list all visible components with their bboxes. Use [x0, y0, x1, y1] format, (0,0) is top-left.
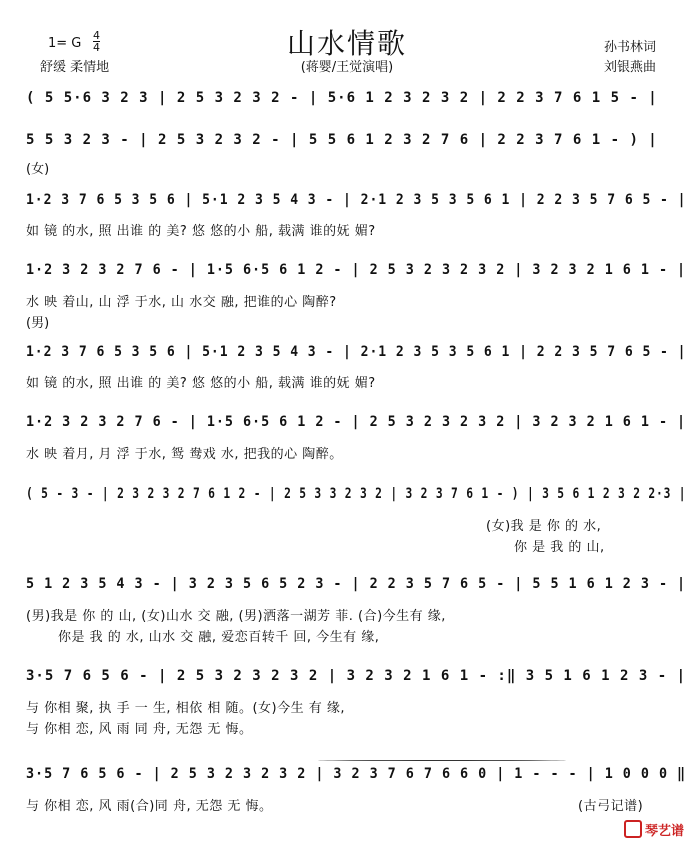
score-line-1: ( 5 5·6 3 2 3 | 2 5 3 2 3 2 - | 5·6 1 2 3 2 3 2 | 2 2 3 7 6 1 5 - | [26, 90, 658, 106]
singer-credit: (蒋婴/王觉演唱) [300, 60, 394, 75]
long-slur [318, 760, 566, 762]
time-signature-bottom: 4 [93, 41, 100, 54]
score-line-9: 3·5 7 6 5 6 - | 2 5 3 2 3 2 3 2 | 3 2 3 2 1 6 1 - :‖ 3 5 1 6 1 2 3 - | [26, 668, 687, 684]
logo-icon [624, 820, 642, 838]
score-line-8: 5 1 2 3 5 4 3 - | 3 2 3 5 6 5 2 3 - | 2 2 3 5 7 6 5 - | 5 5 1 6 1 2 3 - | [26, 576, 687, 592]
score-line-2: 5 5 3 2 3 - | 2 5 3 2 3 2 - | 5 5 6 1 2 3 2 7 6 | 2 2 3 7 6 1 - ) | [26, 132, 658, 148]
lyric-line-6: 水 映 着月, 月 浮 于水, 鸳 鸯戏 水, 把我的心 陶醉。 [26, 447, 343, 462]
score-line-7: ( 5 - 3 - | 2 3 2 3 2 7 6 1 2 - | 2 5 3 3 2 3 2 | 3 2 3 7 6 1 - ) | 3 5 6 1 2 3 2 2·3 | [26, 486, 687, 502]
composer-credit: 刘银燕曲 [603, 60, 656, 75]
lyric-line-9-verse-2: 与 你相 恋, 风 雨 同 舟, 无怨 无 悔。 [26, 722, 253, 737]
score-line-3: 1·2 3 7 6 5 3 5 6 | 5·1 2 3 5 4 3 - | 2·1 2 3 5 3 5 6 1 | 2 2 3 5 7 6 5 - | [26, 192, 687, 208]
lyric-line-4: 水 映 着山, 山 浮 于水, 山 水交 融, 把谁的心 陶醉? [26, 295, 337, 310]
notation-credit: (古弓记谱) [578, 799, 644, 814]
lyric-line-7-verse-2: 你 是 我 的 山, [514, 540, 605, 555]
tempo-mood: 舒缓 柔情地 [40, 60, 110, 75]
time-signature-top: 4 [93, 29, 100, 42]
lyric-line-8-verse-2: 你是 我 的 水, 山水 交 融, 爱恋百转千 回, 今生有 缘, [58, 630, 380, 645]
lyricist-credit: 孙书林词 [603, 40, 656, 55]
site-logo [624, 820, 684, 839]
score-line-4: 1·2 3 2 3 2 7 6 - | 1·5 6·5 6 1 2 - | 2 5 3 2 3 2 3 2 | 3 2 3 2 1 6 1 - | [26, 262, 687, 278]
lyric-line-8-verse-1: (男)我是 你 的 山, (女)山水 交 融, (男)洒落一湖芳 菲. (合)今生有 缘, [26, 609, 446, 624]
lyric-line-5: 如 镜 的水, 照 出谁 的 美? 悠 悠的小 船, 载满 谁的妩 媚? [26, 376, 376, 391]
lyric-line-10: 与 你相 恋, 风 雨(合)同 舟, 无怨 无 悔。 [26, 799, 273, 814]
female-part-tag: (女) [26, 162, 50, 177]
slur-row-1 [26, 84, 668, 85]
key-signature: 1= G [48, 36, 82, 51]
score-line-5: 1·2 3 7 6 5 3 5 6 | 5·1 2 3 5 4 3 - | 2·1 2 3 5 3 5 6 1 | 2 2 3 5 7 6 5 - | [26, 344, 687, 360]
song-title: 山水情歌 [286, 27, 407, 60]
score-line-10: 3·5 7 6 5 6 - | 2 5 3 2 3 2 3 2 | 3 2 3 7 6 7 6 6 0 | 1 - - - | 1 0 0 0 ‖ [26, 766, 687, 782]
lyric-line-9-verse-1: 与 你相 聚, 执 手 一 生, 相依 相 随。(女)今生 有 缘, [26, 701, 345, 716]
male-part-tag: (男) [26, 316, 50, 331]
score-line-6: 1·2 3 2 3 2 7 6 - | 1·5 6·5 6 1 2 - | 2 5 3 2 3 2 3 2 | 3 2 3 2 1 6 1 - | [26, 414, 687, 430]
time-signature [93, 30, 100, 53]
lyric-line-7-verse-1: (女)我 是 你 的 水, [486, 519, 602, 534]
lyric-line-3: 如 镜 的水, 照 出谁 的 美? 悠 悠的小 船, 载满 谁的妩 媚? [26, 224, 376, 239]
logo-text: 琴艺谱 [644, 824, 684, 839]
